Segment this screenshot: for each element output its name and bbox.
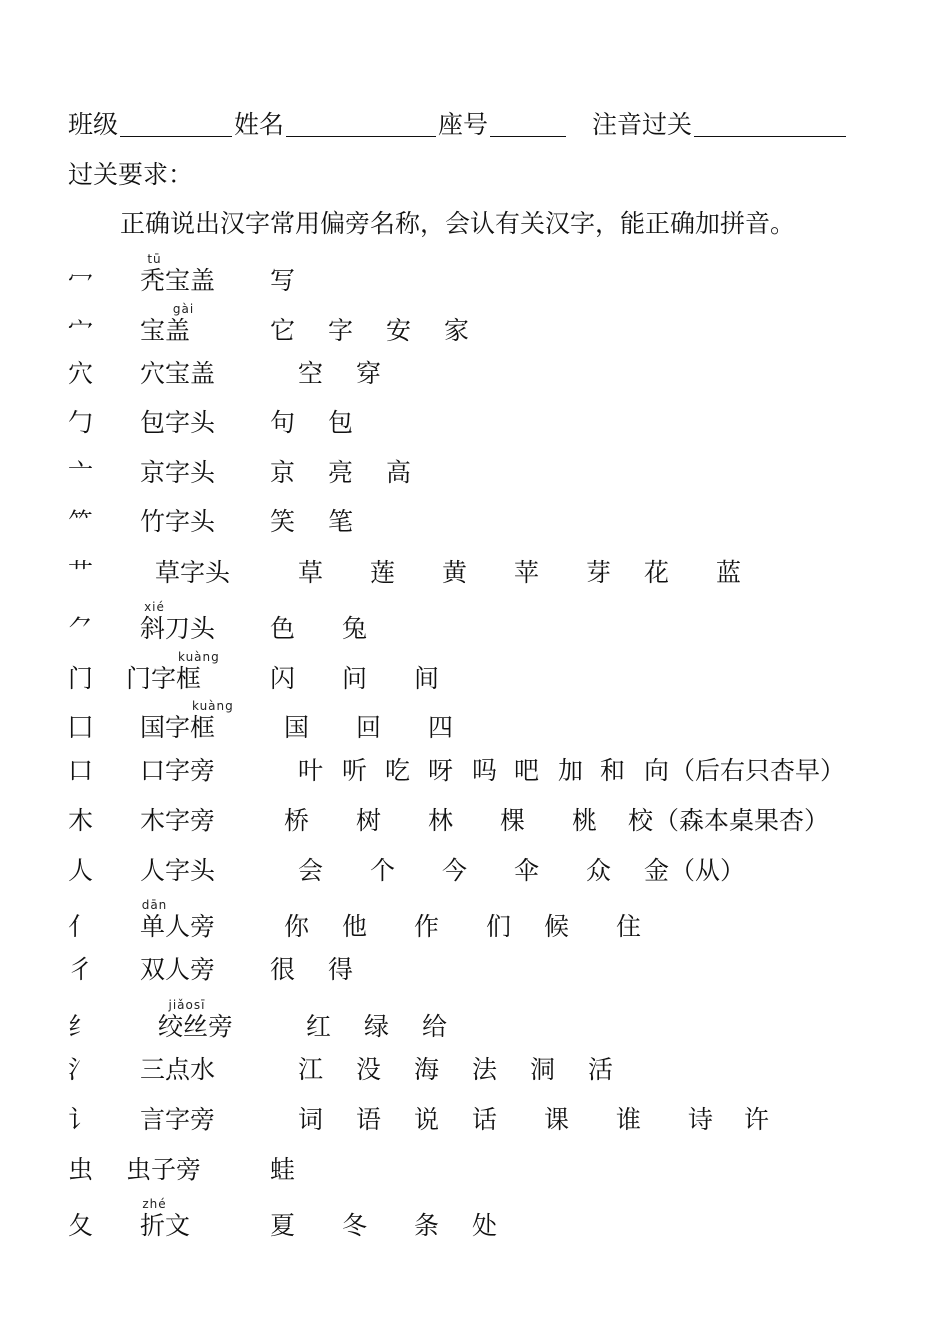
example-char: 江	[298, 1055, 324, 1084]
example-char: 蓝	[716, 558, 742, 587]
radical-name: 人字头	[140, 856, 216, 885]
radical-name: 穴宝盖	[140, 359, 216, 388]
example-extra: （后右只杏早）	[670, 756, 846, 785]
radical-name: 三点水	[140, 1055, 216, 1084]
pinyin-annotation: kuàng	[178, 650, 220, 664]
example-char: 写	[270, 266, 296, 295]
seat-label: 座号	[438, 110, 489, 139]
example-char: 活	[588, 1055, 614, 1084]
radical-name: 双人旁	[140, 955, 216, 984]
radical-symbol: 口	[68, 756, 94, 785]
example-char: 你	[284, 912, 310, 941]
example-char: 海	[414, 1055, 440, 1084]
example-char: 语	[356, 1105, 382, 1134]
example-char: 蛙	[270, 1155, 296, 1184]
example-char: 笑	[270, 507, 296, 536]
example-char: 许	[744, 1105, 770, 1134]
example-char: 国	[284, 713, 310, 742]
radical-name: 竹字头	[140, 507, 216, 536]
example-char: 色	[270, 614, 296, 643]
example-char: 得	[328, 955, 354, 984]
example-char: 吃	[385, 756, 411, 785]
pinyin-annotation: gài	[172, 302, 195, 316]
radical-symbol: 冖	[68, 266, 94, 295]
example-char: 棵	[500, 806, 526, 835]
example-char: 笔	[328, 507, 354, 536]
radical-symbol: 讠	[68, 1105, 94, 1134]
radical-name: 虫子旁	[126, 1155, 202, 1184]
radical-symbol: 夂	[68, 1211, 94, 1240]
pass-blank[interactable]	[694, 136, 846, 137]
example-char: 们	[486, 912, 512, 941]
example-char: 闪	[270, 664, 296, 693]
pinyin-annotation: dān	[141, 898, 168, 912]
example-char: 洞	[530, 1055, 556, 1084]
example-char: 加	[558, 756, 584, 785]
radical-name: 斜刀头	[140, 614, 216, 643]
example-char: 它	[270, 316, 296, 345]
example-char: 条	[414, 1211, 440, 1240]
class-label: 班级	[68, 110, 119, 139]
example-char: 穿	[356, 359, 382, 388]
radical-symbol: 艹	[68, 558, 94, 587]
example-char: 向	[644, 756, 670, 785]
example-char: 给	[422, 1012, 448, 1041]
example-char: 京	[270, 458, 296, 487]
example-char: 草	[298, 558, 324, 587]
example-char: 课	[544, 1105, 570, 1134]
example-char: 今	[442, 856, 468, 885]
example-char: 会	[298, 856, 324, 885]
radical-name: 门字框	[126, 664, 202, 693]
example-char: 红	[306, 1012, 332, 1041]
radical-symbol: 彳	[68, 955, 94, 984]
example-char: 金	[644, 856, 670, 885]
example-char: 夏	[270, 1211, 296, 1240]
example-char: 住	[616, 912, 642, 941]
example-char: 个	[370, 856, 396, 885]
example-char: 字	[328, 316, 354, 345]
example-char: 诗	[688, 1105, 714, 1134]
radical-symbol: 氵	[68, 1055, 94, 1084]
radical-symbol: 穴	[68, 359, 94, 388]
example-extra: （森本桌果杏）	[654, 806, 830, 835]
radical-symbol: 宀	[68, 316, 94, 345]
radical-symbol: 勹	[68, 408, 94, 437]
radical-name: 包字头	[140, 408, 216, 437]
radical-name: 折文	[140, 1211, 191, 1240]
radical-symbol: 囗	[68, 713, 94, 742]
radical-name: 国字框	[140, 713, 216, 742]
pass-label: 注音过关	[592, 110, 693, 139]
radical-symbol: ⺈	[68, 614, 94, 643]
example-char: 包	[328, 408, 354, 437]
example-char: 兔	[342, 614, 368, 643]
radical-symbol: 纟	[68, 1012, 94, 1041]
example-char: 说	[414, 1105, 440, 1134]
radical-symbol: 亻	[68, 912, 94, 941]
radical-symbol: 虫	[68, 1155, 94, 1184]
example-char: 高	[386, 458, 412, 487]
example-char: 他	[342, 912, 368, 941]
radical-symbol: 门	[68, 664, 94, 693]
radical-symbol: 亠	[68, 458, 94, 487]
radical-name: 绞丝旁	[158, 1012, 234, 1041]
pinyin-annotation: tū	[147, 252, 162, 266]
radical-name: 单人旁	[140, 912, 216, 941]
example-char: 众	[586, 856, 612, 885]
example-char: 回	[356, 713, 382, 742]
radical-symbol: 人	[68, 856, 94, 885]
example-char: 黄	[442, 558, 468, 587]
radical-name: 草字头	[155, 558, 231, 587]
requirement-title: 过关要求：	[68, 160, 194, 189]
example-char: 校	[628, 806, 654, 835]
example-char: 法	[472, 1055, 498, 1084]
example-char: 莲	[370, 558, 396, 587]
pinyin-annotation: zhé	[142, 1197, 167, 1211]
example-char: 林	[428, 806, 454, 835]
example-char: 呀	[428, 756, 454, 785]
pinyin-annotation: jiǎosī	[168, 998, 206, 1012]
example-char: 问	[342, 664, 368, 693]
radical-name: 秃宝盖	[140, 266, 216, 295]
example-char: 叶	[298, 756, 324, 785]
example-char: 吗	[472, 756, 498, 785]
radical-name: 口字旁	[140, 756, 216, 785]
example-char: 和	[600, 756, 626, 785]
example-char: 苹	[514, 558, 540, 587]
example-char: 吧	[514, 756, 540, 785]
radical-symbol: 木	[68, 806, 94, 835]
radical-name: 言字旁	[140, 1105, 216, 1134]
example-char: 家	[444, 316, 470, 345]
example-char: 冬	[342, 1211, 368, 1240]
radical-name: 木字旁	[140, 806, 216, 835]
pinyin-annotation: kuàng	[192, 699, 234, 713]
example-char: 绿	[364, 1012, 390, 1041]
example-char: 谁	[616, 1105, 642, 1134]
radical-name: 宝盖	[140, 316, 191, 345]
pinyin-annotation: xié	[144, 600, 165, 614]
example-char: 听	[342, 756, 368, 785]
example-char: 树	[356, 806, 382, 835]
example-char: 很	[270, 955, 296, 984]
class-blank[interactable]	[120, 136, 232, 137]
example-char: 亮	[328, 458, 354, 487]
example-char: 间	[414, 664, 440, 693]
example-char: 桃	[572, 806, 598, 835]
example-char: 没	[356, 1055, 382, 1084]
name-blank[interactable]	[286, 136, 436, 137]
example-char: 话	[472, 1105, 498, 1134]
name-label: 姓名	[234, 110, 285, 139]
example-char: 空	[298, 359, 324, 388]
example-char: 词	[298, 1105, 324, 1134]
example-char: 四	[428, 713, 454, 742]
example-char: 安	[386, 316, 412, 345]
radical-name: 京字头	[140, 458, 216, 487]
seat-blank[interactable]	[490, 136, 566, 137]
example-char: 桥	[284, 806, 310, 835]
example-char: 伞	[514, 856, 540, 885]
example-char: 花	[644, 558, 670, 587]
example-char: 芽	[586, 558, 612, 587]
example-extra: （从）	[670, 856, 746, 885]
example-char: 处	[472, 1211, 498, 1240]
example-char: 句	[270, 408, 296, 437]
radical-symbol: ⺮	[68, 507, 94, 536]
example-char: 作	[414, 912, 440, 941]
requirement-text: 正确说出汉字常用偏旁名称，会认有关汉字，能正确加拼音。	[120, 209, 796, 238]
example-char: 候	[544, 912, 570, 941]
